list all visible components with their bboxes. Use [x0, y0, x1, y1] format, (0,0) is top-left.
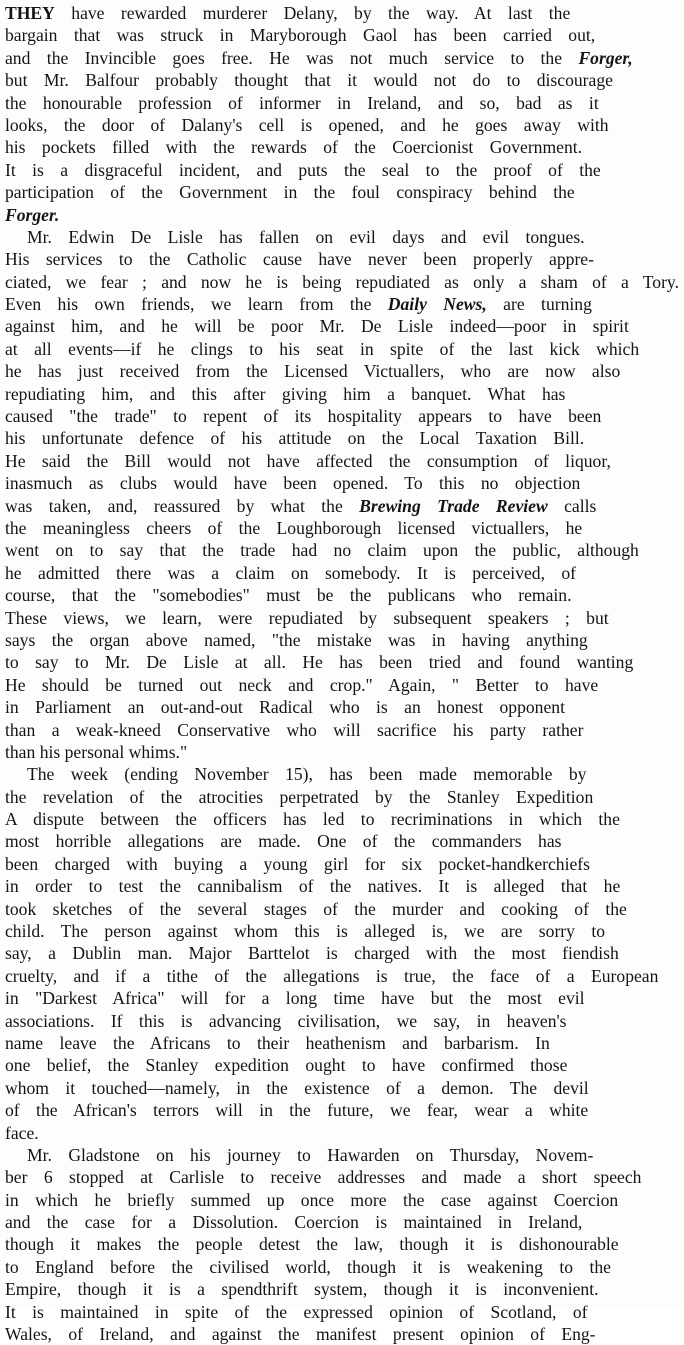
text-line: child. The person against whom this is alleged is, we are sorry to: [5, 921, 606, 942]
text-line: in order to test the cannibalism of the natives. It is alleged that he: [5, 876, 621, 897]
text-line: [5, 204, 679, 226]
text-line: repudiating him, and this after giving him a banquet. What has: [5, 383, 566, 404]
text-line: [5, 47, 679, 69]
text-line: inasmuch as clubs would have been opened. To this no objection: [5, 473, 581, 494]
text-line: whom it touched—namely, in the existence of a demon. The devil: [5, 1077, 589, 1098]
text-line: He should be turned out neck and crop." Again, " Better to have: [5, 674, 599, 695]
italic-title: Brewing Trade Review: [359, 495, 548, 516]
text-line: Mr. Gladstone on his journey to Hawarden on Thursday, Novem-: [27, 1144, 594, 1165]
text-line: It is maintained in spite of the expressed opinion of Scotland, of: [5, 1301, 588, 1322]
text-line: These views, we learn, were repudiated by subsequent speakers ; but: [5, 607, 609, 628]
text-line: but Mr. Balfour probably thought that it would not do to discourage: [5, 70, 613, 91]
text-line: he admitted there was a claim on somebody. It is perceived, of: [5, 562, 577, 583]
text-line: associations. If this is advancing civilisation, we say, in heaven's: [5, 1010, 567, 1031]
text-line: course, that the "somebodies" must be the publicans who remain.: [5, 585, 572, 606]
text-line: looks, the door of Dalany's cell is opened, and he goes away with: [5, 114, 609, 135]
text-line: participation of the Government in the foul conspiracy behind the: [5, 182, 575, 203]
text-line: face.: [5, 1122, 39, 1143]
text-line: say, a Dublin man. Major Barttelot is charged with the most fiendish: [5, 943, 619, 964]
text-line: Empire, though it is a spendthrift system, though it is inconvenient.: [5, 1279, 599, 1300]
line-text: Even his own friends, we learn from the: [5, 294, 388, 315]
text-line: ciated, we fear ; and now he is being repudiated as only a sham of a Tory.: [5, 271, 679, 292]
text-line: his pockets filled with the rewards of the Coercionist Government.: [5, 137, 583, 158]
text-line: name leave the Africans to their heathenism and barbarism. In: [5, 1032, 550, 1053]
text-line: took sketches of the several stages of the murder and cooking of the: [5, 898, 627, 919]
text-line: [5, 495, 679, 517]
text-line: The week (ending November 15), has been made memorable by: [27, 764, 587, 785]
text-line: Mr. Edwin De Lisle has fallen on evil days and evil tongues.: [27, 226, 585, 247]
text-line: to say to Mr. De Lisle at all. He has been tried and found wanting: [5, 652, 634, 673]
text-line: been charged with buying a young girl for six pocket-handkerchiefs: [5, 853, 591, 874]
italic-title: Forger.: [5, 204, 60, 225]
lead-word: THEY: [5, 3, 55, 23]
text-line: of the African's terrors will in the future, we fear, wear a white: [5, 1100, 589, 1121]
paragraph-stanley-expedition: [5, 763, 679, 1144]
text-line: the meaningless cheers of the Loughborough licensed victuallers, he: [5, 517, 583, 538]
text-column: [5, 2, 679, 1345]
text-line: His services to the Catholic cause have never been properly appre-: [5, 249, 594, 270]
text-line: went on to say that the trade had no claim upon the public, although: [5, 540, 639, 561]
italic-title: Daily News,: [387, 294, 487, 315]
text-line: bargain that was struck in Maryborough Gaol has been carried out,: [5, 25, 596, 46]
text-line: in "Darkest Africa" will for a long time have but the most evil: [5, 988, 585, 1009]
text-line: He said the Bill would not have affected the consumption of liquor,: [5, 450, 611, 471]
text-line: A dispute between the officers has led to recriminations in which the: [5, 809, 620, 830]
text-line: ber 6 stopped at Carlisle to receive addresses and made a short speech: [5, 1167, 642, 1188]
text-line: he has just received from the Licensed Victuallers, who are now also: [5, 361, 621, 382]
text-line: to England before the civilised world, though it is weakening to the: [5, 1256, 611, 1277]
paragraph-gladstone: [5, 1144, 679, 1345]
line-text: are turning: [486, 294, 592, 315]
text-line: than his personal whims.": [5, 741, 188, 762]
paragraph-delany: [5, 2, 679, 226]
line-text: calls: [547, 495, 597, 516]
text-line: in Parliament an out-and-out Radical who is an honest opponent: [5, 697, 565, 718]
text-line: most horrible allegations are made. One of the commanders has: [5, 831, 562, 852]
text-line: cruelty, and if a tithe of the allegations is true, the face of a European: [5, 965, 659, 986]
text-line: says the organ above named, "the mistake was in having anything: [5, 629, 588, 650]
text-line: Wales, of Ireland, and against the manifest present opinion of Eng-: [5, 1324, 596, 1345]
text-line: in which he briefly summed up once more the case against Coercion: [5, 1189, 619, 1210]
text-line: It is a disgraceful incident, and puts the seal to the proof of the: [5, 159, 601, 180]
text-line: the honourable profession of informer in Ireland, and so, bad as it: [5, 92, 599, 113]
text-line: one belief, the Stanley expedition ought to have confirmed those: [5, 1055, 568, 1076]
paragraph-de-lisle: [5, 226, 679, 763]
line-text: was taken, and, reassured by what the: [5, 495, 360, 516]
text-line: [5, 293, 679, 315]
text-line: the revelation of the atrocities perpetrated by the Stanley Expedition: [5, 786, 594, 807]
text-line: caused "the trade" to repent of its hospitality appears to have been: [5, 406, 602, 427]
line-text: and the Invincible goes free. He was not much service to the: [5, 47, 579, 68]
line-text: have rewarded murderer Delany, by the way. At last the: [54, 3, 571, 23]
italic-title: Forger,: [578, 47, 633, 68]
text-line: against him, and he will be poor Mr. De Lisle indeed—poor in spirit: [5, 316, 629, 337]
text-line: and the case for a Dissolution. Coercion is maintained in Ireland,: [5, 1212, 583, 1233]
text-line: than a weak-kneed Conservative who will sacrifice his party rather: [5, 719, 584, 740]
text-line: his unfortunate defence of his attitude on the Local Taxation Bill.: [5, 428, 585, 449]
text-line: at all events—if he clings to his seat in spite of the last kick which: [5, 338, 640, 359]
text-line: though it makes the people detest the law, though it is dishonourable: [5, 1234, 619, 1255]
text-line: [5, 2, 679, 24]
